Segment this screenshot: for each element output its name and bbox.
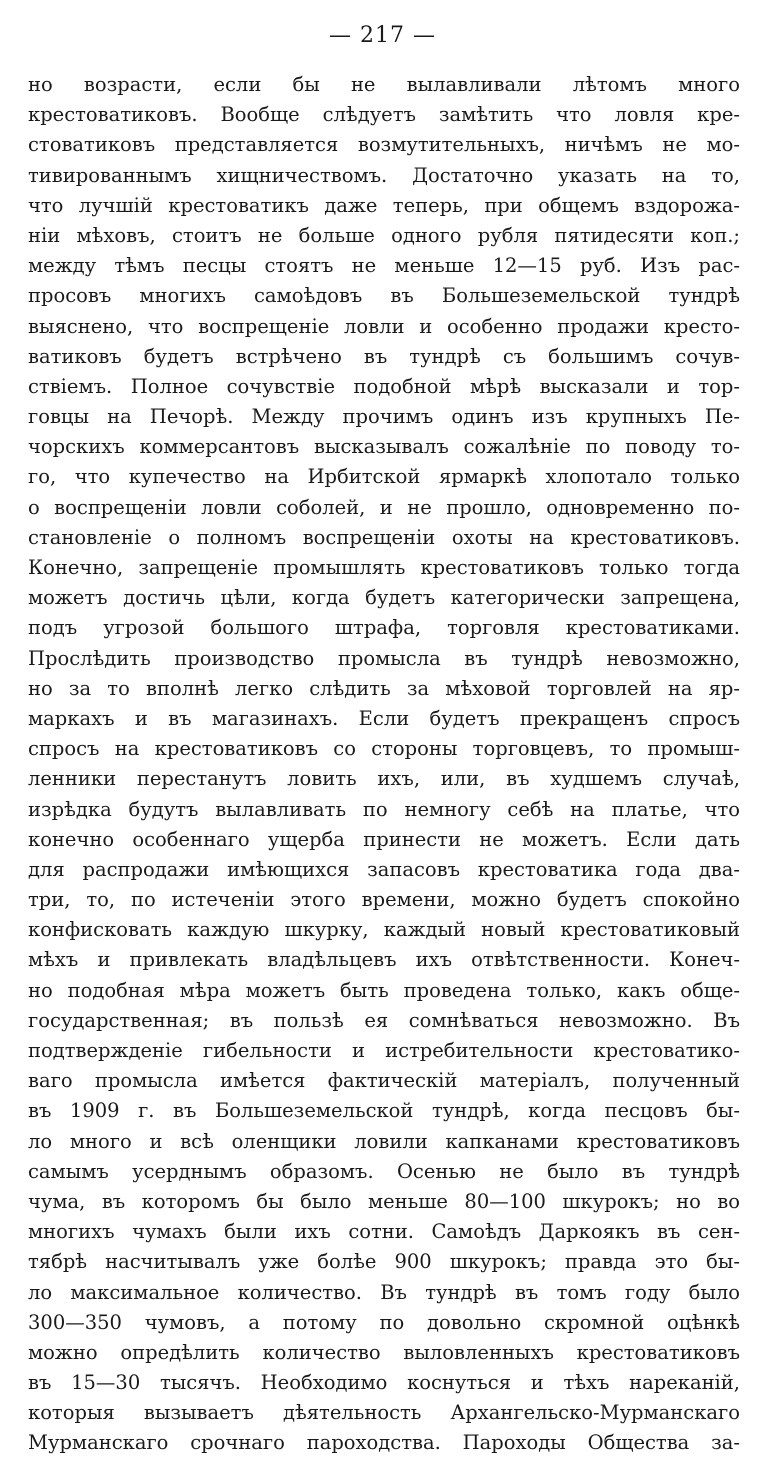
text-line: становленіе о полномъ воспрещеніи охоты на крестоватиковъ. <box>28 525 740 549</box>
text-line: чума, въ которомъ бы было меньше 80—100 шкурокъ; но во <box>28 1189 740 1213</box>
text-line: три, то, по истеченіи этого времени, можно будетъ спокойно <box>28 888 740 912</box>
text-line: можетъ достичь цѣли, когда будетъ категорически запрещена, <box>28 586 740 610</box>
text-line: маркахъ и въ магазинахъ. Если будетъ прекращенъ спросъ <box>28 706 740 730</box>
text-line: 300—350 чумовъ, а потому по довольно скромной оцѣнкѣ <box>28 1310 740 1334</box>
text-line: о воспрещеніи ловли соболей, и не прошло, одновременно по- <box>28 495 740 519</box>
text-line: ваго промысла имѣется фактическій матеріалъ, полученный <box>28 1069 740 1093</box>
body-text <box>28 70 740 1459</box>
text-line: конечно особеннаго ущерба принести не можетъ. Если дать <box>28 827 740 851</box>
text-line: крестоватиковъ. Вообще слѣдуетъ замѣтить что ловля кре- <box>28 103 740 127</box>
text-line: Конечно, запрещеніе промышлять крестоватиковъ только тогда <box>28 556 740 579</box>
text-line: самымъ усерднымъ образомъ. Осенью не было въ тундрѣ <box>28 1159 740 1183</box>
text-line: конфисковать каждую шкурку, каждый новый крестоватиковый <box>28 918 740 942</box>
text-line: ствіемъ. Полное сочувствіе подобной мѣрѣ высказали и тор- <box>28 374 740 398</box>
text-line: Прослѣдить производство промысла въ тундрѣ невозможно, <box>28 646 740 670</box>
text-line: можно опредѣлить количество выловленныхъ крестоватиковъ <box>28 1340 740 1364</box>
text-line: въ 15—30 тысячъ. Необходимо коснуться и тѣхъ нареканій, <box>28 1371 740 1395</box>
text-line: подтвержденіе гибельности и истребительности крестоватико- <box>28 1039 740 1062</box>
text-line: говцы на Печорѣ. Между прочимъ одинъ изъ крупныхъ Пе- <box>28 405 740 429</box>
text-line: но возрасти, если бы не вылавливали лѣтомъ много <box>28 73 740 96</box>
text-line: для распродажи имѣющихся запасовъ крестоватика года два- <box>28 857 740 881</box>
text-line: тивированнымъ хищничествомъ. Достаточно указать на то, <box>28 163 740 187</box>
text-line: тябрѣ насчитывалъ уже болѣе 900 шкурокъ; правда это бы- <box>28 1250 740 1274</box>
text-line: ло максимальное количество. Въ тундрѣ въ томъ году было <box>28 1280 740 1304</box>
text-line: между тѣмъ песцы стоятъ не меньше 12—15 руб. Изъ рас- <box>28 254 740 278</box>
text-line: которыя вызываетъ дѣятельность Архангельско-Мурманскаго <box>28 1401 740 1425</box>
text-line: ніи мѣховъ, стоитъ не больше одного рубля пятидесяти коп.; <box>28 223 740 247</box>
text-line: просовъ многихъ самоѣдовъ въ Большеземельской тундрѣ <box>28 284 740 308</box>
text-line: въ 1909 г. въ Большеземельской тундрѣ, когда песцовъ бы- <box>28 1099 740 1123</box>
text-line: многихъ чумахъ были ихъ сотни. Самоѣдъ Даркоякъ въ сен- <box>28 1220 740 1244</box>
text-line: изрѣдка будутъ вылавливать по немногу себѣ на платье, что <box>28 797 740 821</box>
text-line: ло много и всѣ оленщики ловили капканами крестоватиковъ <box>28 1129 740 1153</box>
text-line: чорскихъ коммерсантовъ высказывалъ сожалѣніе по поводу то- <box>28 435 740 459</box>
page-number: — 217 — <box>329 23 436 48</box>
text-line: мѣхъ и привлекать владѣльцевъ ихъ отвѣтственности. Конеч- <box>28 948 740 972</box>
text-line: но подобная мѣра можетъ быть проведена только, какъ обще- <box>28 978 740 1002</box>
text-line: стоватиковъ представляется возмутительныхъ, ничѣмъ не мо- <box>28 133 740 157</box>
text-line: Мурманскаго срочнаго пароходства. Пароходы Общества за- <box>28 1431 740 1455</box>
text-line: го, что купечество на Ирбитской ярмаркѣ хлопотало только <box>28 465 740 489</box>
text-line: ленники перестанутъ ловить ихъ, или, въ худшемъ случаѣ, <box>28 767 740 791</box>
text-line: подъ угрозой большого штрафа, торговля крестоватиками. <box>28 616 740 640</box>
text-line: но за то вполнѣ легко слѣдить за мѣховой торговлей на яр- <box>28 676 740 700</box>
text-line: выяснено, что воспрещеніе ловли и особенно продажи кресто- <box>28 314 740 338</box>
text-line: ватиковъ будетъ встрѣчено въ тундрѣ съ большимъ сочув- <box>28 344 740 368</box>
text-line: спросъ на крестоватиковъ со стороны торговцевъ, то промыш- <box>28 737 740 761</box>
text-line: что лучшій крестоватикъ даже теперь, при общемъ вздорожа- <box>28 193 740 217</box>
text-line: государственная; въ пользѣ ея сомнѣваться невозможно. Въ <box>28 1008 740 1032</box>
